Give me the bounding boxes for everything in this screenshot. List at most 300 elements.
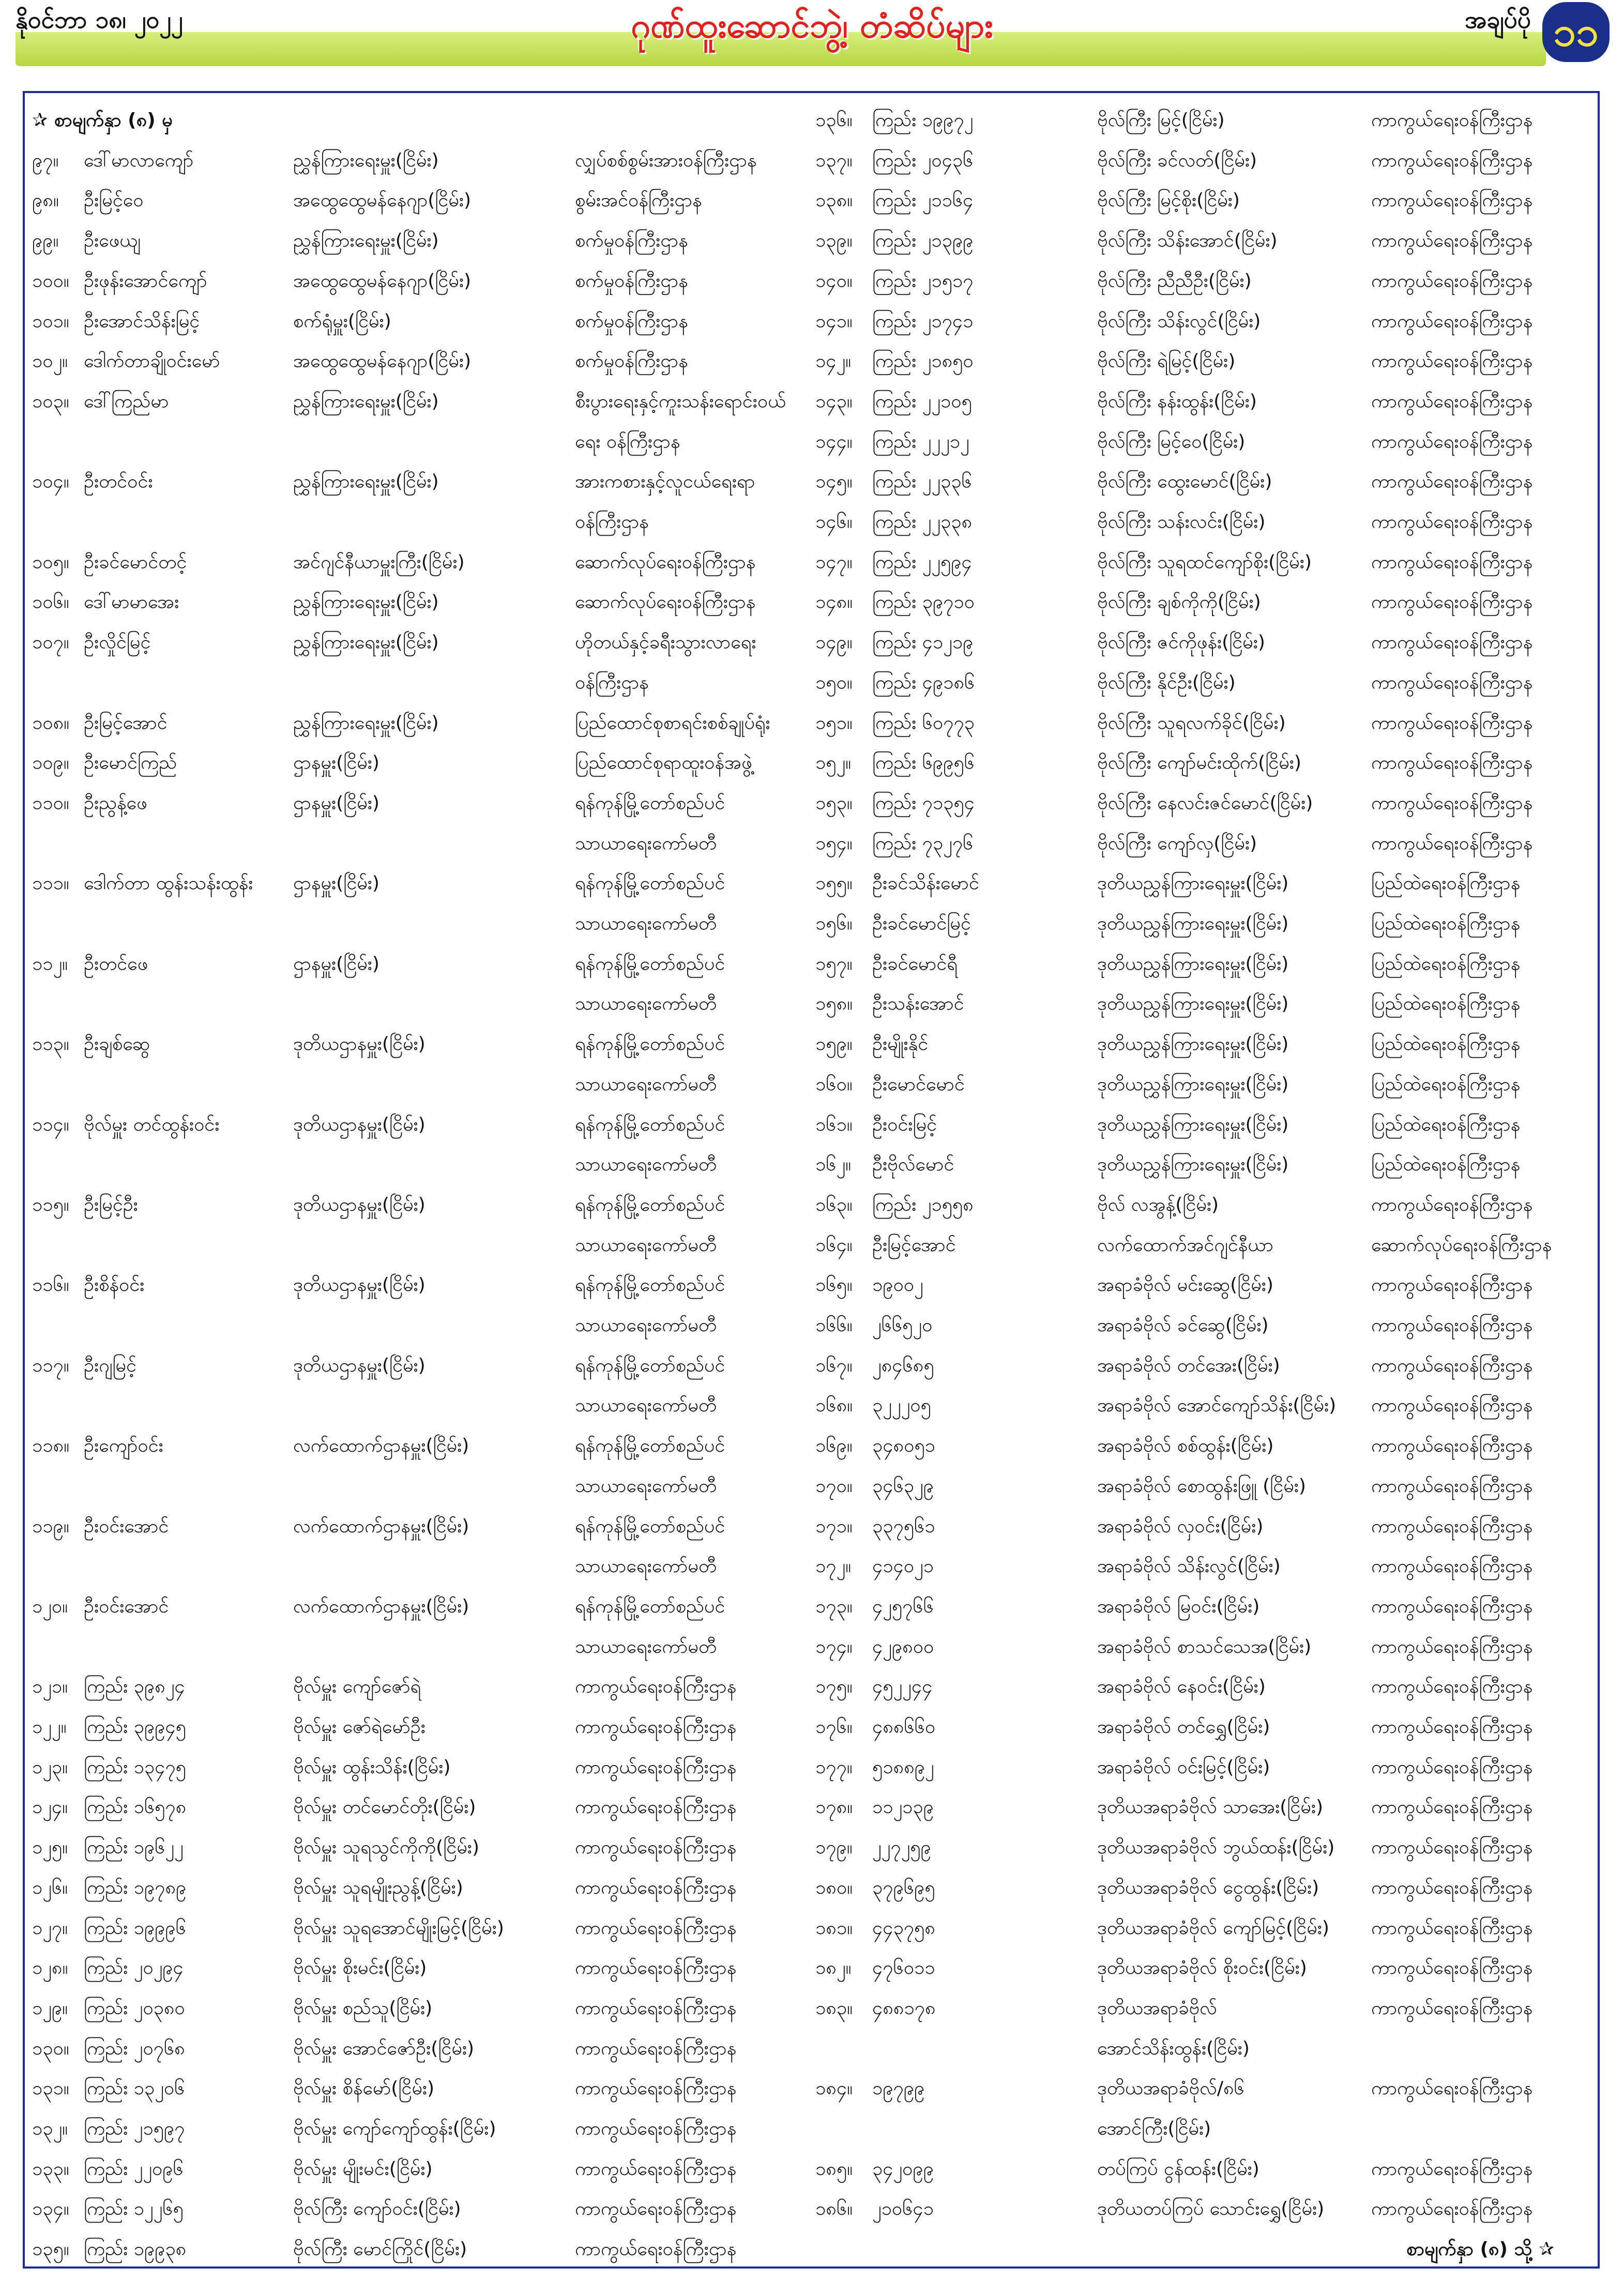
cell-c2: ဦးဝင်းအောင် <box>84 1515 169 1537</box>
cell-c6: ကြည်း ၂၂၅၉၄ <box>872 551 972 573</box>
cell-c3: ဗိုလ်မှူး သူရမျိုးညွန့်(ငြိမ်း) <box>293 1877 463 1898</box>
cell-c1: ၁၂၁။ <box>32 1676 68 1698</box>
cell-c7: ဗိုလ်ကြီး သူရလက်ခိုင်(ငြိမ်း) <box>1097 712 1286 734</box>
cell-c6: ကြည်း ၄၁၂၁၉ <box>872 632 974 653</box>
cell-c7: အရာခံဗိုလ် လှဝင်း(ငြိမ်း) <box>1097 1515 1264 1537</box>
cell-c4: သာယာရေးကော်မတီ <box>575 832 717 854</box>
list-row <box>27 582 1593 622</box>
cell-c8: ကာကွယ်ရေးဝန်ကြီးဌာန <box>1371 1797 1533 1818</box>
cell-c7: အရာခံဗိုလ် မြဝင်း(ငြိမ်း) <box>1097 1595 1260 1617</box>
cell-c5: ၁၇၄။ <box>815 1636 853 1657</box>
cell-c7: ဒုတိယညွှန်ကြားရေးမှူး(ငြိမ်း) <box>1097 873 1289 894</box>
cell-c7: ဒုတိယညွှန်ကြားရေးမှူး(ငြိမ်း) <box>1097 1073 1289 1095</box>
cell-c5: ၁၈၁။ <box>815 1917 853 1939</box>
cell-c6: ကြည်း ၂၁၁၆၄ <box>872 190 974 211</box>
cell-c3: လက်ထောက်ဌာနမှူး(ငြိမ်း) <box>293 1595 469 1617</box>
cell-c7: ဗိုလ်ကြီး ခင်လတ်(ငြိမ်း) <box>1097 149 1257 171</box>
cell-c5: ၁၇၇။ <box>815 1756 853 1778</box>
cell-c2: ဒေါ်မာမာအေး <box>84 591 179 613</box>
cell-c1: ၁၁၂။ <box>32 953 68 975</box>
list-row <box>27 261 1593 301</box>
list-row <box>27 663 1593 703</box>
cell-c6: ၅၁၈၈၉၂ <box>872 1756 934 1778</box>
cell-c8: ကာကွယ်ရေးဝန်ကြီးဌာန <box>1371 190 1533 211</box>
cell-c1: ၁၃၄။ <box>32 2198 69 2220</box>
cell-c6: ကြည်း ၆၀၇၇၃ <box>872 712 975 734</box>
cell-c2: ဦးခင်မောင်တင့် <box>84 551 187 573</box>
cell-c1: ၁၂၆။ <box>32 1877 68 1898</box>
list-row <box>27 1305 1593 1346</box>
cell-c5: ၁၃၇။ <box>815 149 853 171</box>
cell-c4: ရန်ကုန်မြို့တော်စည်ပင် <box>575 1194 725 1215</box>
list-row <box>27 1145 1593 1185</box>
cell-c4: လျှပ်စစ်စွမ်းအားဝန်ကြီးဌာန <box>575 149 757 171</box>
cell-c5: ၁၃၆။ <box>815 110 853 131</box>
cell-c4: ရန်ကုန်မြို့တော်စည်ပင် <box>575 1114 725 1135</box>
cell-c6: ၂၈၄၆၈၅ <box>872 1354 934 1376</box>
cell-c7: ဒုတိယအရာခံဗိုလ် ကျော်မြင့်(ငြိမ်း) <box>1097 1917 1329 1939</box>
list-row <box>27 1707 1593 1747</box>
list-row <box>27 2109 1593 2149</box>
cell-c6: ၁၁၂၁၃၉ <box>872 1797 934 1818</box>
cell-c7: အောင်ကြီး(ငြိမ်း) <box>1097 2118 1211 2139</box>
cell-c4: အားကစားနှင့်လူငယ်ရေးရာ <box>575 471 755 493</box>
cell-c5: ၁၅၄။ <box>815 832 853 854</box>
cell-c4: စက်မှုဝန်ကြီးဌာန <box>575 351 688 372</box>
cell-c8: ကာကွယ်ရေးဝန်ကြီးဌာန <box>1371 672 1533 693</box>
cell-c5: ၁၄၄။ <box>815 431 853 452</box>
cell-c3: ဗိုလ်မှူး စည်သူ(ငြိမ်း) <box>293 1997 433 2019</box>
cell-c3: ဗိုလ်မှူး ကျော်ကျော်ထွန်း(ငြိမ်း) <box>293 2118 496 2139</box>
list-row <box>27 2068 1593 2109</box>
cell-c7: အရာခံဗိုလ် ခင်ဆွေ(ငြိမ်း) <box>1097 1315 1269 1336</box>
cell-c3: ဗိုလ်မှူး သူရသွင်ကိုကို(ငြိမ်း) <box>293 1837 479 1859</box>
cell-c2: ဒေါက်တာချိုဝင်းမော် <box>84 351 220 372</box>
cell-c3: ဗိုလ်မှူး ကျော်ဇော်ရဲ <box>293 1676 421 1698</box>
cell-c3: ဗိုလ်ကြီး ကျော်ဝင်း(ငြိမ်း) <box>293 2198 461 2220</box>
cell-c8: ပြည်ထဲရေးဝန်ကြီးဌာန <box>1371 1073 1521 1095</box>
cell-c1: ၁၁၉။ <box>32 1515 69 1537</box>
cell-c8: ကာကွယ်ရေးဝန်ကြီးဌာန <box>1371 1475 1533 1497</box>
cell-c7: အရာခံဗိုလ် စစ်ထွန်း(ငြိမ်း) <box>1097 1435 1274 1457</box>
cell-c7: ဗိုလ်ကြီး မြင့်စိုး(ငြိမ်း) <box>1097 190 1240 211</box>
cell-c2: ကြည်း ၂၀၃၈၀ <box>84 1997 185 2019</box>
cell-c6: ဦးခင်မောင်မြင့် <box>872 913 971 934</box>
cell-c1: ၁၀၄။ <box>32 471 69 493</box>
cell-c2: ကြည်း ၁၉၆၂၂ <box>84 1837 184 1859</box>
cell-c5: ၁၅၇။ <box>815 953 853 975</box>
cell-c7: အရာခံဗိုလ် တင်ရွှေ(ငြိမ်း) <box>1097 1716 1270 1738</box>
cell-c8: ကာကွယ်ရေးဝန်ကြီးဌာန <box>1371 230 1533 252</box>
cell-c8: ပြည်ထဲရေးဝန်ကြီးဌာန <box>1371 873 1521 894</box>
cell-c2: ဦးဖုန်းအောင်ကျော် <box>84 270 207 292</box>
cell-c6: ၄၅၂၂၄၄ <box>872 1676 933 1698</box>
cell-c4: သာယာရေးကော်မတီ <box>575 993 717 1015</box>
cell-c2: ကြည်း ၃၉၉၄၅ <box>84 1716 186 1738</box>
cell-c1: ၁၁၃။ <box>32 1033 69 1055</box>
cell-c1: ၁၀၉။ <box>32 752 69 774</box>
list-row <box>27 863 1593 904</box>
cell-c7: အရာခံဗိုလ် စာသင်သေအ(ငြိမ်း) <box>1097 1636 1312 1657</box>
cell-c7: ဗိုလ် လအွန့်(ငြိမ်း) <box>1097 1194 1219 1215</box>
list-row <box>27 1105 1593 1145</box>
cell-c5: ၁၄၅။ <box>815 471 853 493</box>
cell-c5: ၁၅၀။ <box>815 672 853 693</box>
cell-c3: ဗိုလ်မှူး သူရအောင်မျိုးမြင့်(ငြိမ်း) <box>293 1917 504 1939</box>
list-row <box>27 301 1593 342</box>
cell-c3: ညွှန်ကြားရေးမှူး(ငြိမ်း) <box>293 149 439 171</box>
cell-c4: သာယာရေးကော်မတီ <box>575 1475 717 1497</box>
cell-c5: ၁၄၃။ <box>815 390 853 412</box>
cell-c1: ၁၁၆။ <box>32 1274 69 1296</box>
cell-c5: ၁၆၄။ <box>815 1234 853 1256</box>
cell-c1: ၁၁၇။ <box>32 1354 69 1376</box>
cell-c8: ကာကွယ်ရေးဝန်ကြီးဌာန <box>1371 1515 1533 1537</box>
cell-c6: ၂၆၆၅၂၀ <box>872 1315 933 1336</box>
cell-c5: ၁၆၀။ <box>815 1073 853 1095</box>
cell-c6: ကြည်း ၂၁၅၁၇ <box>872 270 974 292</box>
cell-c2: ဦးတင်ဖေ <box>84 953 148 975</box>
cell-c5: ၁၈၅။ <box>815 2158 853 2180</box>
cell-c6: ၄၄၃၇၅၈ <box>872 1917 935 1939</box>
cell-c7: ဒုတိယအရာခံဗိုလ် စိုးဝင်း(ငြိမ်း) <box>1097 1957 1307 1979</box>
cell-c4: ရန်ကုန်မြို့တော်စည်ပင် <box>575 1033 725 1055</box>
cell-c8: ကာကွယ်ရေးဝန်ကြီးဌာန <box>1371 390 1533 412</box>
cell-c4: ဆောက်လုပ်ရေးဝန်ကြီးဌာန <box>575 591 756 613</box>
cell-c8: ကာကွယ်ရေးဝန်ကြီးဌာန <box>1371 1395 1533 1417</box>
cell-c2: ကြည်း ၁၉၇၈၉ <box>84 1877 187 1898</box>
cell-c4: သာယာရေးကော်မတီ <box>575 1154 717 1176</box>
cell-c7: ဗိုလ်ကြီး နေလင်းဇင်မောင်(ငြိမ်း) <box>1097 792 1313 814</box>
cell-c8: ကာကွယ်ရေးဝန်ကြီးဌာန <box>1371 351 1533 372</box>
cell-c3: ဒုတိယဌာနမှူး(ငြိမ်း) <box>293 1354 426 1376</box>
cell-c4: ပြည်ထောင်စုစာရင်းစစ်ချုပ်ရုံး <box>575 712 770 734</box>
cell-c8: ကာကွယ်ရေးဝန်ကြီးဌာန <box>1371 471 1533 493</box>
list-row <box>27 1667 1593 1707</box>
cell-c6: ၁၉၀၀၂ <box>872 1274 923 1296</box>
cell-c1: ၁၀၇။ <box>32 632 69 653</box>
cell-c7: အရာခံဗိုလ် တင်အေး(ငြိမ်း) <box>1097 1354 1280 1376</box>
cell-c8: ကာကွယ်ရေးဝန်ကြီးဌာန <box>1371 632 1533 653</box>
cell-c6: ၄၁၄၀၂၁ <box>872 1556 934 1577</box>
cell-c5: ၁၇၆။ <box>815 1716 853 1738</box>
cell-c5: ၁၄၇။ <box>815 551 853 573</box>
cell-c4: ရေး ဝန်ကြီးဌာန <box>575 431 680 452</box>
list-row <box>27 783 1593 824</box>
cell-c7: ဒုတိယညွှန်ကြားရေးမှူး(ငြိမ်း) <box>1097 913 1289 934</box>
list-row <box>27 1265 1593 1305</box>
cell-c3: ညွှန်ကြားရေးမှူး(ငြိမ်း) <box>293 632 439 653</box>
cell-c7: ဗိုလ်ကြီး ချစ်ကိုကို(ငြိမ်း) <box>1097 591 1261 613</box>
cell-c1: ၁၃၁။ <box>32 2078 69 2099</box>
issue-date: နိုဝင်ဘာ ၁၈၊ ၂၀၂၂ <box>16 6 183 34</box>
cell-c2: ဦးမြင့်အောင် <box>84 712 168 734</box>
list-row <box>27 2229 1593 2270</box>
cell-c4: ရန်ကုန်မြို့တော်စည်ပင် <box>575 953 725 975</box>
cell-c4: ရန်ကုန်မြို့တော်စည်ပင် <box>575 1435 725 1457</box>
cell-c6: ဦးဝင်းမြင့် <box>872 1114 937 1135</box>
cell-c5: ၁၅၉။ <box>815 1033 853 1055</box>
cell-c8: ကာကွယ်ရေးဝန်ကြီးဌာန <box>1371 1636 1533 1657</box>
cell-c8: ကာကွယ်ရေးဝန်ကြီးဌာန <box>1371 149 1533 171</box>
list-row <box>27 1868 1593 1908</box>
cell-c2: ဦးအောင်သိန်းမြင့် <box>84 310 200 332</box>
cell-c6: ၄၂၉၈၀၀ <box>872 1636 934 1657</box>
cell-c5: ၁၆၇။ <box>815 1354 853 1376</box>
cell-c8: ကာကွယ်ရေးဝန်ကြီးဌာန <box>1371 1595 1533 1617</box>
cell-c3: ဒုတိယဌာနမှူး(ငြိမ်း) <box>293 1114 426 1135</box>
cell-c6: ကြည်း ၂၁၇၄၁ <box>872 310 974 332</box>
list-row <box>27 502 1593 542</box>
cell-c8: ကာကွယ်ရေးဝန်ကြီးဌာန <box>1371 1274 1533 1296</box>
cell-c6: ဦးခင်သိန်းမောင် <box>872 873 979 894</box>
list-row <box>27 542 1593 583</box>
cell-c1: ၁၀၈။ <box>32 712 69 734</box>
cell-c2: ဦးလှိုင်မြင့် <box>84 632 151 653</box>
cell-c8: ပြည်ထဲရေးဝန်ကြီးဌာန <box>1371 1033 1521 1055</box>
cell-c1: ၁၁၈။ <box>32 1435 69 1457</box>
cell-c5: ၁၃၉။ <box>815 230 853 252</box>
cell-c8: ကာကွယ်ရေးဝန်ကြီးဌာန <box>1371 1957 1533 1979</box>
cell-c2: ကြည်း ၁၂၂၆၅ <box>84 2198 184 2220</box>
cell-c5: ၁၈၃။ <box>815 1997 853 2019</box>
cell-c6: ၁၉၇၉၉ <box>872 2078 925 2099</box>
cell-c2: ကြည်း ၁၃၄၇၅ <box>84 1756 186 1778</box>
cell-c2: ဒေါ်မာလာကျော် <box>84 149 194 171</box>
cell-c4: ဝန်ကြီးဌာန <box>575 672 649 693</box>
cell-c7: ဗိုလ်ကြီး မြင့်ဝေ(ငြိမ်း) <box>1097 431 1246 452</box>
cell-c3: ဗိုလ်မှူး စိန်မော်(ငြိမ်း) <box>293 2078 435 2099</box>
cell-c3: အင်ဂျင်နီယာမှူးကြီး(ငြိမ်း) <box>293 551 465 573</box>
cell-c5: ၁၆၆။ <box>815 1315 853 1336</box>
cell-c8: ပြည်ထဲရေးဝန်ကြီးဌာန <box>1371 993 1521 1015</box>
cell-c1: ၁၂၉။ <box>32 1997 68 2019</box>
list-row <box>27 1948 1593 1988</box>
page-title: ဂုဏ်ထူးဆောင်ဘွဲ့၊ တံဆိပ်များ <box>631 6 993 45</box>
cell-c6: ၃၃၇၅၆၁ <box>872 1515 935 1537</box>
cell-c6: ဦးမြင့်အောင် <box>872 1234 956 1256</box>
cell-c7: အရာခံဗိုလ် မင်းဆွေ(ငြိမ်း) <box>1097 1274 1273 1296</box>
cell-c7: ဒုတိယအရာခံဗိုလ်/၈၆ <box>1097 2078 1244 2099</box>
cell-c3: ညွှန်ကြားရေးမှူး(ငြိမ်း) <box>293 230 439 252</box>
cell-c7: ဒုတိယညွှန်ကြားရေးမှူး(ငြိမ်း) <box>1097 1033 1289 1055</box>
cell-c3: ဗိုလ်မှူး မျိုးမင်း(ငြိမ်း) <box>293 2158 433 2180</box>
cell-c1: ၁၂၇။ <box>32 1917 68 1939</box>
list-row <box>27 904 1593 944</box>
cell-c7: အရာခံဗိုလ် ဝင်းမြင့်(ငြိမ်း) <box>1097 1756 1270 1778</box>
cell-c5: ၁၇၂။ <box>815 1556 852 1577</box>
cell-c1: ၁၀၁။ <box>32 310 69 332</box>
cell-c8: ကာကွယ်ရေးဝန်ကြီးဌာန <box>1371 1997 1533 2019</box>
cell-c7: တပ်ကြပ် ငွန်ထန်း(ငြိမ်း) <box>1097 2158 1259 2180</box>
cell-c7: ဗိုလ်ကြီး နန်းထွန်း(ငြိမ်း) <box>1097 390 1257 412</box>
cell-c7: ဗိုလ်ကြီး နိုင်ဦး(ငြိမ်း) <box>1097 672 1236 693</box>
list-row <box>27 2189 1593 2229</box>
cell-c4: သာယာရေးကော်မတီ <box>575 1636 717 1657</box>
cell-c7: ဒုတိယတပ်ကြပ် သောင်းရွှေ(ငြိမ်း) <box>1097 2198 1325 2220</box>
cell-c8: ကာကွယ်ရေးဝန်ကြီးဌာန <box>1371 591 1533 613</box>
cell-c2: ဦးဝင်းအောင် <box>84 1595 169 1617</box>
cell-c7: ဗိုလ်ကြီး ရဲမြင့်(ငြိမ်း) <box>1097 351 1236 372</box>
cell-c1: ၁၀၃။ <box>32 390 69 412</box>
cell-c4: ကာကွယ်ရေးဝန်ကြီးဌာန <box>575 2078 737 2099</box>
list-row <box>27 1627 1593 1667</box>
cell-c3: ဌာနမှူး(ငြိမ်း) <box>293 953 380 975</box>
cell-c6: ၃၂၂၂၀၅ <box>872 1395 931 1417</box>
cell-c5: ၁၆၃။ <box>815 1194 853 1215</box>
cell-c1: ၁၂၅။ <box>32 1837 68 1859</box>
list-row <box>27 1386 1593 1426</box>
cell-c4: သာယာရေးကော်မတီ <box>575 1315 717 1336</box>
cell-c8: ကာကွယ်ရေးဝန်ကြီးဌာန <box>1371 1877 1533 1898</box>
cell-c1: ၉၉။ <box>32 230 59 252</box>
cell-c7: ဗိုလ်ကြီး သူရထင်ကျော်စိုး(ငြိမ်း) <box>1097 551 1312 573</box>
cell-c8: ပြည်ထဲရေးဝန်ကြီးဌာန <box>1371 913 1521 934</box>
cell-c5: ၁၄၉။ <box>815 632 853 653</box>
cell-c7: ဒုတိယအရာခံဗိုလ် သာအေး(ငြိမ်း) <box>1097 1797 1324 1818</box>
cell-c4: ဟိုတယ်နှင့်ခရီးသွားလာရေး <box>575 632 756 653</box>
list-row <box>27 824 1593 864</box>
cell-c6: ကြည်း ၃၉၇၁၀ <box>872 591 975 613</box>
cell-c3: ညွှန်ကြားရေးမှူး(ငြိမ်း) <box>293 712 439 734</box>
cell-c7: ဗိုလ်ကြီး ကျော်လှ(ငြိမ်း) <box>1097 832 1257 854</box>
cell-c7: ဗိုလ်ကြီး ညီညီဦး(ငြိမ်း) <box>1097 270 1252 292</box>
cell-c5: ၁၃၈။ <box>815 190 853 211</box>
cell-c7: ဗိုလ်ကြီး ထွေးမောင်(ငြိမ်း) <box>1097 471 1272 493</box>
cell-c8: ကာကွယ်ရေးဝန်ကြီးဌာန <box>1371 832 1533 854</box>
cell-c7: ဒုတိယညွှန်ကြားရေးမှူး(ငြိမ်း) <box>1097 993 1289 1015</box>
cell-c8: ကာကွယ်ရေးဝန်ကြီးဌာန <box>1371 551 1533 573</box>
cell-c3: အထွေထွေမန်နေဂျာ(ငြိမ်း) <box>293 351 472 372</box>
cell-c2: ဦးဂျမြင့် <box>84 1354 136 1376</box>
cell-c5: ၁၅၈။ <box>815 993 853 1015</box>
cell-c8: ကာကွယ်ရေးဝန်ကြီးဌာန <box>1371 1676 1533 1698</box>
cell-c6: ဦးမောင်မောင် <box>872 1073 965 1095</box>
list-row <box>27 1346 1593 1386</box>
cell-c4: ပြည်ထောင်စုရာထူးဝန်အဖွဲ့ <box>575 752 752 774</box>
cell-c4: ကာကွယ်ရေးဝန်ကြီးဌာန <box>575 2239 737 2260</box>
cell-c8: ကာကွယ်ရေးဝန်ကြီးဌာန <box>1371 1354 1533 1376</box>
cell-c2: ကြည်း ၁၃၂၀၆ <box>84 2078 185 2099</box>
cell-c8: ကာကွယ်ရေးဝန်ကြီးဌာန <box>1371 1917 1533 1939</box>
cell-c7: ဗိုလ်ကြီး ကျော်မင်းထိုက်(ငြိမ်း) <box>1097 752 1301 774</box>
cell-c2: ဦးစိန်ဝင်း <box>84 1274 145 1296</box>
list-row <box>27 221 1593 261</box>
cell-c3: ဒုတိယဌာနမှူး(ငြိမ်း) <box>293 1033 426 1055</box>
cell-c7: ဗိုလ်ကြီး သိန်းလွင်(ငြိမ်း) <box>1097 310 1261 332</box>
cell-c3: ဗိုလ်မှူး ထွန်းသိန်း(ငြိမ်း) <box>293 1756 451 1778</box>
cell-c2: ကြည်း ၂၂၀၉၆ <box>84 2158 184 2180</box>
cell-c6: ဦးသန်းအောင် <box>872 993 964 1015</box>
cell-c5: ၁၈၂။ <box>815 1957 852 1979</box>
cell-c8: ကာကွယ်ရေးဝန်ကြီးဌာန <box>1371 310 1533 332</box>
cell-c8: ကာကွယ်ရေးဝန်ကြီးဌာန <box>1371 2078 1533 2099</box>
cell-c8: ကာကွယ်ရေးဝန်ကြီးဌာန <box>1371 1837 1533 1859</box>
cell-c8: ကာကွယ်ရေးဝန်ကြီးဌာန <box>1371 752 1533 774</box>
cell-c6: ကြည်း ၇၁၃၅၄ <box>872 792 975 814</box>
cell-c6: ၃၄၈၀၅၁ <box>872 1435 935 1457</box>
cell-c5: ၁၄၈။ <box>815 591 853 613</box>
cell-c2: ဦးတင်ဝင်း <box>84 471 153 493</box>
cell-c4: ကာကွယ်ရေးဝန်ကြီးဌာန <box>575 1716 737 1738</box>
cell-c5: ၁၆၅။ <box>815 1274 853 1296</box>
list-row <box>27 984 1593 1024</box>
list-row <box>27 180 1593 221</box>
cell-c8: ကာကွယ်ရေးဝန်ကြီးဌာန <box>1371 712 1533 734</box>
cell-c4: ကာကွယ်ရေးဝန်ကြီးဌာန <box>575 1676 737 1698</box>
cell-c7: အရာခံဗိုလ် နေဝင်း(ငြိမ်း) <box>1097 1676 1266 1698</box>
cell-c8: ကာကွယ်ရေးဝန်ကြီးဌာန <box>1371 1716 1533 1738</box>
cell-c6: ကြည်း ၂၂၂၁၂ <box>872 431 969 452</box>
cell-c1: ၁၁၀။ <box>32 792 69 814</box>
cell-c2: ဦးမြင့်ဝေ <box>84 190 144 211</box>
cell-c4: ကာကွယ်ရေးဝန်ကြီးဌာန <box>575 1837 737 1859</box>
cell-c4: သာယာရေးကော်မတီ <box>575 1234 717 1256</box>
cell-c6: ကြည်း ၂၁၃၉၉ <box>872 230 974 252</box>
cell-c5: ၁၅၁။ <box>815 712 853 734</box>
cell-c5: ၁၄၆။ <box>815 511 853 532</box>
cell-c7: အရာခံဗိုလ် အောင်ကျော်သိန်း(ငြိမ်း) <box>1097 1395 1337 1417</box>
cell-c5: ၁၆၉။ <box>815 1435 853 1457</box>
cell-c2: ဦးမောင်ကြည် <box>84 752 177 774</box>
cell-c6: ကြည်း ၂၂၃၃၆ <box>872 471 972 493</box>
cell-c4: သာယာရေးကော်မတီ <box>575 913 717 934</box>
cell-c7: အရာခံဗိုလ် စောထွန်းဖြူ (ငြိမ်း) <box>1097 1475 1306 1497</box>
cell-c6: ၄၂၅၇၆၆ <box>872 1595 934 1617</box>
cell-c7: ဗိုလ်ကြီး သန်းလင်း(ငြိမ်း) <box>1097 511 1266 532</box>
cell-c1: ၁၂၄။ <box>32 1797 68 1818</box>
list-row <box>27 1908 1593 1949</box>
cell-c4: ရန်ကုန်မြို့တော်စည်ပင် <box>575 1515 725 1537</box>
list-row <box>27 1828 1593 1868</box>
cell-c8: ကာကွယ်ရေးဝန်ကြီးဌာန <box>1371 1556 1533 1577</box>
cell-c2: ဒေါ်ကြည်မာ <box>84 390 169 412</box>
cell-c5: ၁၇၃။ <box>815 1595 853 1617</box>
cell-c1: ၁၀၅။ <box>32 551 69 573</box>
cell-c5: ၁၈၆။ <box>815 2198 853 2220</box>
cell-c5: ၁၄၂။ <box>815 351 852 372</box>
cell-c3: အထွေထွေမန်နေဂျာ(ငြိမ်း) <box>293 190 472 211</box>
cell-c8: ကာကွယ်ရေးဝန်ကြီးဌာန <box>1371 1435 1533 1457</box>
cell-c5: ၁၅၃။ <box>815 792 853 814</box>
cell-c8: ဆောက်လုပ်ရေးဝန်ကြီးဌာန <box>1371 1234 1552 1256</box>
section-label: အချပ်ပို <box>1465 6 1531 34</box>
list-row <box>27 1426 1593 1466</box>
cell-c1: ၁၀၂။ <box>32 351 68 372</box>
cell-c4: ဝန်ကြီးဌာန <box>575 511 649 532</box>
list-row <box>27 1747 1593 1788</box>
cell-c2: ကြည်း ၂၀၇၆၈ <box>84 2037 185 2059</box>
cell-c6: ကြည်း ၂၀၄၃၆ <box>872 149 974 171</box>
cell-c8: ကာကွယ်ရေးဝန်ကြီးဌာန <box>1371 1315 1533 1336</box>
list-row <box>27 1506 1593 1547</box>
cell-c1: ၁၂၀။ <box>32 1595 68 1617</box>
cell-c4: ကာကွယ်ရေးဝန်ကြီးဌာန <box>575 1997 737 2019</box>
cell-c6: ၃၇၉၆၉၅ <box>872 1877 935 1898</box>
cell-c7: ဒုတိယညွှန်ကြားရေးမှူး(ငြိမ်း) <box>1097 953 1289 975</box>
cell-c6: ၂၁၀၆၄၁ <box>872 2198 934 2220</box>
cell-c5: ၁၄၀။ <box>815 270 853 292</box>
cell-c4: သာယာရေးကော်မတီ <box>575 1556 717 1577</box>
list-row <box>27 382 1593 422</box>
cell-c2: ဦးမြင့်ဦး <box>84 1194 138 1215</box>
cell-c6: ၄၇၆၀၁၁ <box>872 1957 935 1979</box>
list-row <box>27 1546 1593 1587</box>
list-row <box>27 341 1593 382</box>
list-row <box>27 743 1593 783</box>
cell-c2: ဗိုလ်မှူး တင်ထွန်းဝင်း <box>84 1114 220 1135</box>
cell-c1: ၁၃၀။ <box>32 2037 69 2059</box>
